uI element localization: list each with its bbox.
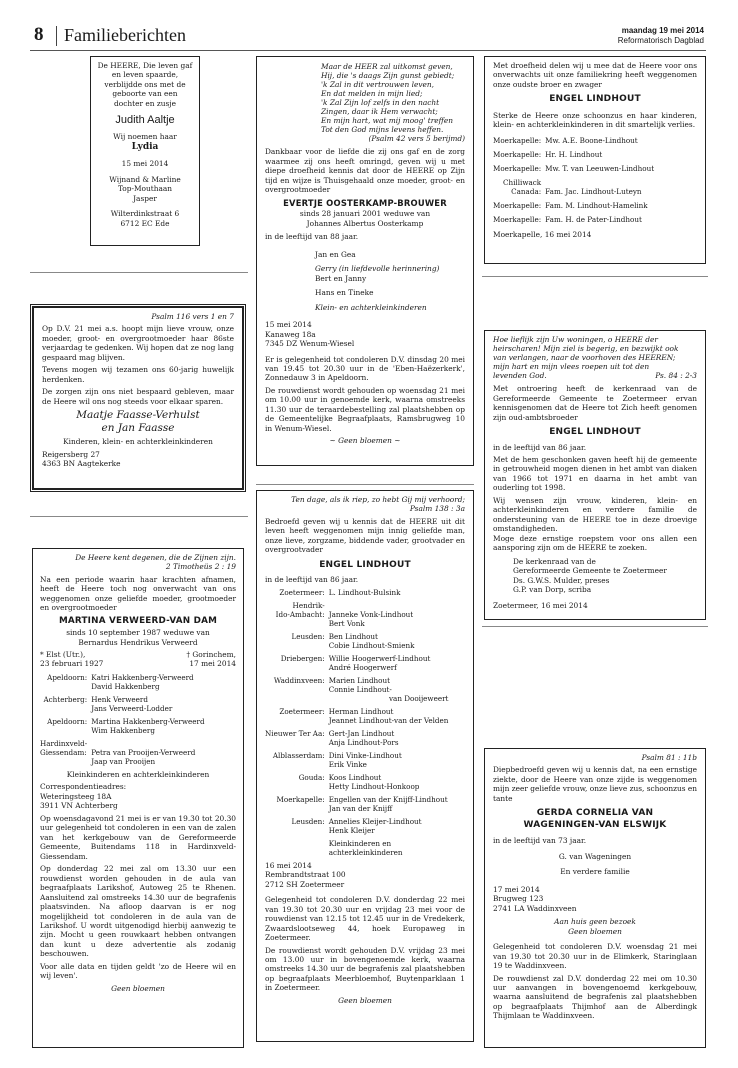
deceased-name: ENGEL LINDHOUT: [549, 94, 641, 105]
family-row: [265, 751, 448, 769]
family-row: [493, 215, 654, 224]
address-line: Kanaweg 18a: [265, 329, 316, 339]
separator-line: [30, 516, 248, 517]
death-announcement: [32, 548, 244, 1048]
age-line: in de leeftijd van 86 jaar.: [265, 575, 359, 585]
family-member: Hr. H. Lindhout: [545, 149, 603, 159]
family-table: [265, 588, 448, 857]
family-row: [493, 150, 654, 159]
verse-text: De Heere kent degenen, die de Zijnen zijn.: [75, 553, 236, 562]
birth-announcement: [90, 56, 200, 246]
page-number: 8: [34, 24, 44, 45]
family-member: Jans Verweerd-Lodder: [91, 703, 173, 713]
flowers-note: Geen bloemen: [111, 983, 165, 993]
body-text: Wij wensen zijn vrouw, kinderen, klein- en achterkleinkinderen en verdere familie de ondersteuning van de HEERE toe in deze droevige omstandigheden.: [493, 495, 697, 534]
life-dates: [40, 650, 236, 669]
family-place: Alblasserdam:: [272, 750, 325, 760]
footer-line: Moerkapelle, 16 mei 2014: [493, 229, 592, 239]
separator-line: [482, 276, 708, 277]
family-member: David Hakkenberg: [91, 681, 160, 691]
family-member: L. Lindhout-Bulsink: [328, 587, 401, 597]
family-list: [265, 250, 465, 312]
body-text: Voor alle data en tijden geldt 'zo de Heere wil en wij leven'.: [40, 961, 236, 981]
family-member: Fam. Jac. Lindhout-Luteyn: [545, 186, 642, 196]
family-place: Gouda:: [298, 772, 325, 782]
call-name: Lydia: [131, 141, 159, 152]
family-member: Engellen van der Knijff-Lindhout: [328, 794, 448, 804]
death-announcement: [484, 56, 706, 264]
correspondence-label: Correspondentieadres:: [40, 782, 127, 792]
family-line: Kinderen, klein- en achterkleinkinderen: [63, 437, 213, 447]
signature-line: G. van Wageningen: [558, 851, 632, 861]
intro-text: Bedroefd geven wij u kennis dat de HEERE uit dit leven heeft weggenomen mijn innig geliefde man, onze lieve, zorgzame, biddende vader, grootvader en overgrootvader: [265, 516, 465, 555]
baby-name: Judith Aaltje: [115, 114, 175, 127]
family-member: Jaap van Prooijen: [91, 756, 156, 766]
family-place: Achterberg:: [43, 694, 88, 704]
family-place: Leusden:: [291, 631, 325, 641]
family-member: Erik Vinke: [328, 759, 367, 769]
address-line: 2712 SH Zoetermeer: [265, 879, 345, 889]
body-text: De rouwdienst wordt gehouden op woensdag 21 mei om 10.00 uur in genoemde kerk, waarna omstreeks 11.30 uur de teraardebestelling zal plaatshebben op de Gemeentelijke Begraafplaats, Ramsbrugweg 10 in Wenum-Wiesel.: [265, 385, 465, 433]
couple-name: Maatje Faasse-Verhulst: [76, 409, 200, 422]
family-row: [265, 839, 448, 857]
parent-line: Jasper: [133, 193, 157, 203]
footer-line: Zoetermeer, 16 mei 2014: [493, 600, 588, 610]
family-member: Cobie Lindhout-Smienk: [328, 640, 415, 650]
widow-line: sinds 10 september 1987 weduwe van: [66, 628, 210, 638]
family-member: Fam. H. de Pater-Lindhout: [545, 214, 642, 224]
newspaper-name: Reformatorisch Dagblad: [617, 36, 704, 45]
intro-text: Na een periode waarin haar krachten afnamen, heeft de Heere toch nog onverwacht van ons weggenomen onze geliefde moeder, grootmoeder en overgrootmoeder: [40, 574, 236, 613]
intro-text: Met ontroering heeft de kerkenraad van de Gereformeerde Gemeente te Zoetermeer ervan kennisgenomen dat de Heere tot Zich heeft genomen zijn oud-ambtsbroeder: [493, 384, 697, 422]
verse-line: heirscharen! Mijn ziel is begerig, en bezwijkt ook: [493, 344, 679, 354]
verse-reference: 2 Timotheüs 2 : 19: [165, 562, 236, 572]
body-text: Moge deze ernstige roepstem voor ons allen een aansporing zijn om de HEERE te zoeken.: [493, 533, 697, 553]
birth-date: 15 mei 2014: [121, 159, 169, 169]
signature-line: Gereformeerde Gemeente te Zoetermeer: [513, 566, 667, 576]
verse-reference: Psalm 138 : 3a: [409, 504, 465, 514]
intro-text: Diepbedroefd geven wij u kennis dat, na een ernstige ziekte, door de Heere van onze zijde is weggenomen mijn zeer geliefde vrouw, onze lieve zus, schoonzus en tante: [493, 765, 698, 803]
verse: [493, 335, 697, 380]
address-line: 4363 BN Aagtekerke: [42, 459, 121, 469]
family-member: Dini Vinke-Lindhout: [328, 750, 402, 760]
family-member: Wim Hakkenberg: [91, 725, 155, 735]
page-header: [30, 22, 706, 51]
family-row: [40, 739, 205, 766]
family-member: Hetty Lindhout-Honkoop: [328, 781, 420, 791]
family-member: Jeannet Lindhout-van der Velden: [328, 715, 449, 725]
separator-line: [256, 484, 474, 485]
family-member: Jan van der Knijff: [328, 803, 393, 813]
signature-line: G.P. van Dorp, scriba: [513, 585, 592, 595]
family-member: Ben Lindhout: [328, 631, 378, 641]
verse-reference: Psalm 116 vers 1 en 7: [151, 312, 234, 321]
family-row: [265, 773, 448, 791]
death-announcement: [256, 490, 474, 1042]
date-line: 16 mei 2014: [265, 860, 312, 870]
death-announcement: [484, 748, 706, 1048]
family-member: Henk Kleijer: [328, 825, 375, 835]
family-member: Willie Hoogerwerf-Lindhout: [328, 653, 431, 663]
signature-line: En verdere familie: [560, 867, 630, 877]
address-line: 3911 VN Achterberg: [40, 801, 118, 811]
header-divider: [56, 26, 57, 46]
deceased-name: ENGEL LINDHOUT: [549, 427, 641, 438]
intro-text: Met droefheid delen wij u mee dat de Heere voor ons onverwachts uit onze familiekring heeft weggenomen onze oudste broer en zwager: [493, 61, 697, 89]
family-line: achterkleinkinderen: [328, 847, 403, 857]
family-place: Hardinxveld- Giessendam:: [40, 738, 88, 757]
verse-line: van verlangen, naar de voorhoven des HEEREN;: [493, 353, 676, 363]
address-line: 6712 EC Ede: [120, 218, 170, 228]
family-row: [265, 601, 448, 628]
poem-line: En mijn hart, wat mij moog' treffen: [321, 116, 453, 126]
family-place: Waddinxveen:: [273, 675, 325, 685]
parent-line: Wijnand & Marline: [109, 174, 181, 184]
family-place: Zoetermeer:: [279, 706, 325, 716]
signature-line: Ds. G.W.S. Mulder, preses: [513, 575, 610, 585]
family-row: [265, 795, 448, 813]
visit-note: Aan huis geen bezoek: [554, 917, 636, 927]
address-line: Wilterdinkstraat 6: [110, 209, 180, 219]
address-line: 2741 LA Waddinxveen: [493, 903, 577, 913]
birth-date: 23 februari 1927: [40, 659, 104, 669]
family-place: Moerkapelle:: [493, 149, 542, 159]
family-row: [265, 588, 448, 597]
family-member: Mw. T. van Leeuwen-Lindhout: [545, 163, 655, 173]
family-member: Gerry (in liefdevolle herinnering): [315, 264, 440, 274]
family-member: Gert-Jan Lindhout: [328, 728, 395, 738]
address-line: Reigersberg 27: [42, 449, 100, 459]
family-row: [493, 164, 654, 173]
body-text: De zorgen zijn ons niet bespaard gebleven, maar de Heere wil ons nog steeds voor elkaar sparen.: [42, 387, 234, 406]
address-line: 7345 DZ Wenum-Wiesel: [265, 339, 355, 349]
family-member: Petra van Prooijen-Verweerd: [91, 747, 196, 757]
family-row: [40, 717, 205, 735]
family-member: Martina Hakkenberg-Verweerd: [91, 716, 205, 726]
flowers-note: Geen bloemen: [568, 926, 622, 936]
deceased-name: EVERTJE OOSTERKAMP-BROUWER: [283, 197, 447, 208]
family-row: [40, 673, 205, 691]
poem-reference: (Psalm 42 vers 5 berijmd): [368, 134, 465, 144]
verse-line: Hoe lieflijk zijn Uw woningen, o HEERE der: [493, 335, 658, 344]
body-text: Gelegenheid tot condoleren D.V. donderdag 22 mei van 19.30 tot 20.30 uur en vrijdag 23 mei voor de rouwdienst van 12.15 tot 12.45 uur in de Vredekerk, Zwaardslootseweg 44, hoek Europaweg in Zoetermeer.: [265, 895, 465, 943]
family-member-suffix: van Dooijeweert: [388, 693, 449, 703]
family-line: Kleinkinderen en: [328, 838, 392, 848]
family-place: Moerkapelle:: [276, 794, 325, 804]
parent-line: Top-Mouthaan: [117, 184, 173, 194]
body-text: Op woensdagavond 21 mei is er van 19.30 tot 20.30 uur gelegenheid tot condoleren in een van de zalen van het kerkgebouw van de Gereformeerde Gemeente, Buitendams 118 in Hardinxveld-Giessendam.: [40, 813, 236, 861]
family-place: Nieuwer Ter Aa:: [265, 728, 325, 738]
family-place: Chilliwack Canada:: [503, 177, 542, 196]
family-member: Marien Lindhout: [328, 675, 391, 685]
verse-reference: Psalm 81 : 11b: [641, 753, 697, 762]
family-row: [265, 676, 448, 703]
family-place: Hendrik- Ido-Ambacht:: [275, 600, 325, 619]
verse-line: mijn hart en mijn vlees roepen uit tot den: [493, 362, 650, 372]
family-place: Apeldoorn:: [47, 672, 88, 682]
body-text: De rouwdienst zal D.V. donderdag 22 mei om 10.30 uur aanvangen in bovengenoemd kerkgebouw, waarna aansluitend de begrafenis zal plaatshebben op begraafplaats Thijmhof aan de Alberdingk Thijmlaan te Waddinxveen.: [493, 973, 697, 1021]
family-place: Moerkapelle:: [493, 214, 542, 224]
verse-reference: Ps. 84 : 2-3: [655, 371, 697, 381]
deceased-name: WAGENINGEN-VAN ELSWIJK: [523, 819, 667, 830]
family-member: Katri Hakkenberg-Verweerd: [91, 672, 194, 682]
signature-block: [493, 557, 697, 595]
body-text: Op D.V. 21 mei a.s. hoopt mijn lieve vrouw, onze moeder, groot- en overgrootmoeder haar 86ste verjaardag te gedenken. Wij hopen dat ze nog lang gespaard mag blijven.: [42, 324, 234, 362]
birth-place: * Elst (Utr.),: [40, 650, 86, 659]
poem: [265, 62, 465, 143]
intro-text: De HEERE, Die leven gaf en leven spaarde, verblijdde ons met de geboorte van een dochter en zusje: [97, 61, 193, 108]
church-announcement: [484, 330, 706, 620]
date-line: 17 mei 2014: [493, 884, 540, 894]
widow-line: sinds 28 januari 2001 weduwe van: [299, 209, 431, 219]
family-row: [265, 654, 448, 672]
death-announcement: [256, 56, 474, 466]
age-line: in de leeftijd van 88 jaar.: [265, 232, 359, 242]
family-place: Moerkapelle:: [493, 163, 542, 173]
family-table: [493, 136, 654, 224]
body-text: Er is gelegenheid tot condoleren D.V. dinsdag 20 mei van 19.45 tot 20.30 uur in de 'Eben-Haëzerkerk', Zonnedauw 3 in Apeldoorn.: [265, 354, 465, 383]
body-text: Tevens mogen wij tezamen ons 60-jarig huwelijk herdenken.: [42, 365, 234, 384]
intro-text: Dankbaar voor de liefde die zij ons gaf en de zorg waarmee zij ons heeft omringd, geven wij u met diepe droefheid kennis dat door de HEERE op Zijn tijd en wijze is Thuisgehaald onze moeder, groot- en overgrootmoeder: [265, 147, 465, 195]
poem-line: Maar de HEER zal uitkomst geven,: [321, 62, 453, 71]
family-row: [493, 136, 654, 145]
family-row: [265, 707, 448, 725]
family-place: Zoetermeer:: [279, 587, 325, 597]
family-member: Klein- en achterkleinkinderen: [315, 302, 427, 312]
age-line: in de leeftijd van 86 jaar.: [493, 442, 587, 452]
deceased-name: GERDA CORNELIA VAN: [536, 808, 654, 819]
section-title: Familieberichten: [64, 25, 186, 45]
family-place: Driebergen:: [280, 653, 325, 663]
family-member: Koos Lindhout: [328, 772, 382, 782]
call-text: Wij noemen haar: [113, 132, 177, 142]
couple-name: en Jan Faasse: [101, 421, 175, 434]
family-row: [265, 817, 448, 835]
verse-text: Ten dage, als ik riep, zo hebt Gij mij verhoord;: [291, 495, 465, 504]
age-line: in de leeftijd van 73 jaar.: [493, 836, 587, 846]
family-member: Jan en Gea: [315, 249, 356, 259]
poem-line: 'k Zal Zijn lof zelfs in den nacht: [321, 98, 440, 108]
family-member: Connie Lindhout-: [328, 684, 392, 694]
separator-line: [482, 626, 708, 627]
verse-line: levenden God.: [493, 371, 547, 381]
family-row: [265, 729, 448, 747]
family-row: [40, 695, 205, 713]
family-place: Moerkapelle:: [493, 135, 542, 145]
separator-line: [30, 272, 248, 273]
address-line: Weteringsteeg 18A: [40, 791, 112, 801]
family-member: Mw. A.E. Boone-Lindhout: [545, 135, 638, 145]
poem-line: Tot den God mijns levens heffen.: [321, 125, 444, 135]
family-member: Hans en Tineke: [315, 288, 374, 298]
signature-line: De kerkenraad van de: [513, 556, 596, 566]
issue-date: maandag 19 mei 2014: [621, 26, 704, 35]
date-line: 15 mei 2014: [265, 320, 312, 330]
deceased-name: ENGEL LINDHOUT: [319, 559, 411, 570]
family-member: André Hoogerwerf: [328, 662, 397, 672]
family-member: Janneke Vonk-Lindhout: [328, 609, 414, 619]
body-text: Gelegenheid tot condoleren D.V. woensdag 21 mei van 19.30 tot 20.30 uur in de Elimkerk, Staringlaan 19 te Waddinxveen.: [493, 942, 697, 971]
family-member: Henk Verweerd: [91, 694, 148, 704]
deceased-name: MARTINA VERWEERD-VAN DAM: [58, 615, 218, 626]
family-row: [493, 178, 654, 196]
family-line: Kleinkinderen en achterkleinkinderen: [66, 769, 210, 779]
poem-line: 'k Zal in dit vertrouwen leven,: [321, 80, 434, 90]
family-member: Herman Lindhout: [328, 706, 394, 716]
body-text: Met de hem geschonken gaven heeft hij de gemeente in getrouwheid mogen dienen in het ambt van diaken van 1966 tot 1971 en daarna in het ambt van ouderling tot 1998.: [493, 455, 697, 493]
body-text: Op donderdag 22 mei zal om 13.30 uur een rouwdienst worden gehouden in de aula van begraafplaats Larikshof, Autoweg 25 te Rhenen. Aansluitend zal omstreeks 14.30 uur de begrafenis plaatsvinden. Na afloop daarvan is er nog mogelijkheid tot condoleren in de aula van de Larikshof. U wordt uitgenodigd hierbij aanwezig te zijn. Mocht u geen rouwkaart hebben ontvangen dan kunt u deze advertentie als zodanig beschouwen.: [40, 864, 236, 959]
death-date: 17 mei 2014: [189, 659, 236, 669]
family-member: Annelies Kleijer-Lindhout: [328, 816, 422, 826]
address-line: Rembrandtstraat 100: [265, 870, 346, 880]
poem-line: En dat melden in mijn lied;: [321, 89, 423, 99]
family-member: Bert Vonk: [328, 618, 365, 628]
flowers-note: ~ Geen bloemen ~: [329, 436, 401, 446]
verse-end: [493, 371, 697, 380]
widow-line: Johannes Albertus Oosterkamp: [306, 218, 424, 228]
widow-line: Bernardus Hendrikus Verweerd: [78, 637, 198, 647]
family-place: Moerkapelle:: [493, 200, 542, 210]
address-line: Brugweg 123: [493, 894, 544, 904]
death-place: † Gorinchem,: [186, 650, 236, 659]
anniversary-announcement: [32, 306, 244, 490]
family-place: Apeldoorn:: [47, 716, 88, 726]
flowers-note: Geen bloemen: [338, 995, 392, 1005]
body-text: De rouwdienst wordt gehouden D.V. vrijdag 23 mei om 13.00 uur in bovengenoemde kerk, waarna omstreeks 14.30 uur de begrafenis zal plaatshebben op begraafplaats Meerbloemhof, Buytenparklaan 1 in Zoetermeer.: [265, 945, 465, 993]
family-row: [493, 201, 654, 210]
family-table: [40, 673, 205, 766]
poem-line: Hij, die 's daags Zijn gunst gebiedt;: [321, 71, 455, 81]
family-member: Bert en Janny: [315, 273, 367, 283]
family-place: Leusden:: [291, 816, 325, 826]
family-member: Fam. M. Lindhout-Hamelink: [545, 200, 648, 210]
family-member: Anja Lindhout-Pors: [328, 737, 399, 747]
body-text: Sterke de Heere onze schoonzus en haar kinderen, klein- en achterkleinkinderen in dit smartelijk verlies.: [493, 110, 697, 130]
poem-line: Zingen, daar ik Hem verwacht;: [321, 107, 438, 117]
family-row: [265, 632, 448, 650]
